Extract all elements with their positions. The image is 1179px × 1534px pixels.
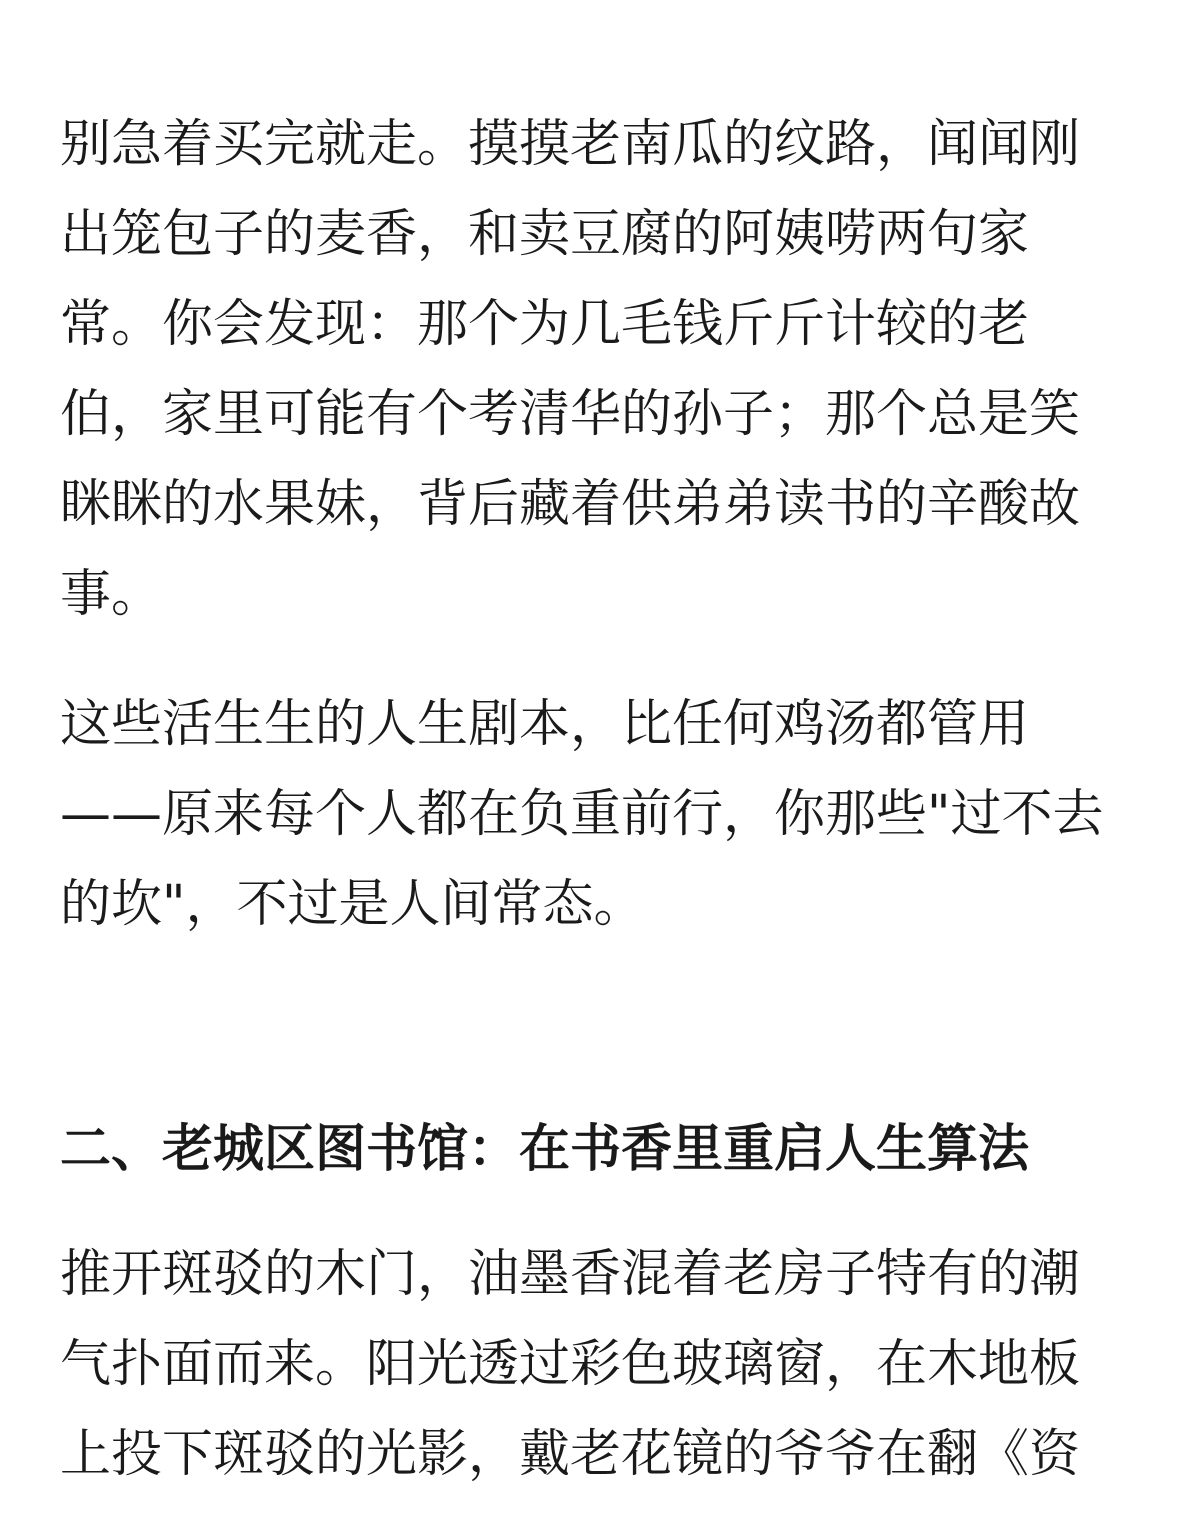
article-body [60,100,1120,1500]
paragraph-library [60,1230,1120,1500]
paragraph-spacer [60,1200,1120,1230]
paragraph-life-scripts [60,680,1120,950]
section-heading-text: 二、老城区图书馆：在书香里重启人生算法 [60,1120,1030,1179]
text-line: 这些活生生的人生剧本，比任何鸡汤都管用 [60,695,1030,754]
text-line: 上投下斑驳的光影，戴老花镜的爷爷在翻《资 [60,1425,1081,1484]
paragraph-spacer [60,640,1120,680]
text-line: 的坎"，不过是人间常态。 [60,875,645,934]
text-line: 气扑面而来。阳光透过彩色玻璃窗，在木地板 [60,1335,1081,1394]
text-line: 别急着买完就走。摸摸老南瓜的纹路，闻闻刚 [60,115,1081,174]
text-line: 眯眯的水果妹，背后藏着供弟弟读书的辛酸故 [60,475,1081,534]
text-line: 伯，家里可能有个考清华的孙子；那个总是笑 [60,385,1081,444]
text-line: 出笼包子的麦香，和卖豆腐的阿姨唠两句家 [60,205,1030,264]
section-heading [60,1100,1120,1200]
text-line: ——原来每个人都在负重前行，你那些"过不去 [60,785,1104,844]
text-line: 推开斑驳的木门，油墨香混着老房子特有的潮 [60,1245,1081,1304]
text-line: 常。你会发现：那个为几毛钱斤斤计较的老 [60,295,1030,354]
paragraph-market [60,100,1120,640]
section-spacer [60,950,1120,1100]
text-line: 事。 [60,565,163,624]
